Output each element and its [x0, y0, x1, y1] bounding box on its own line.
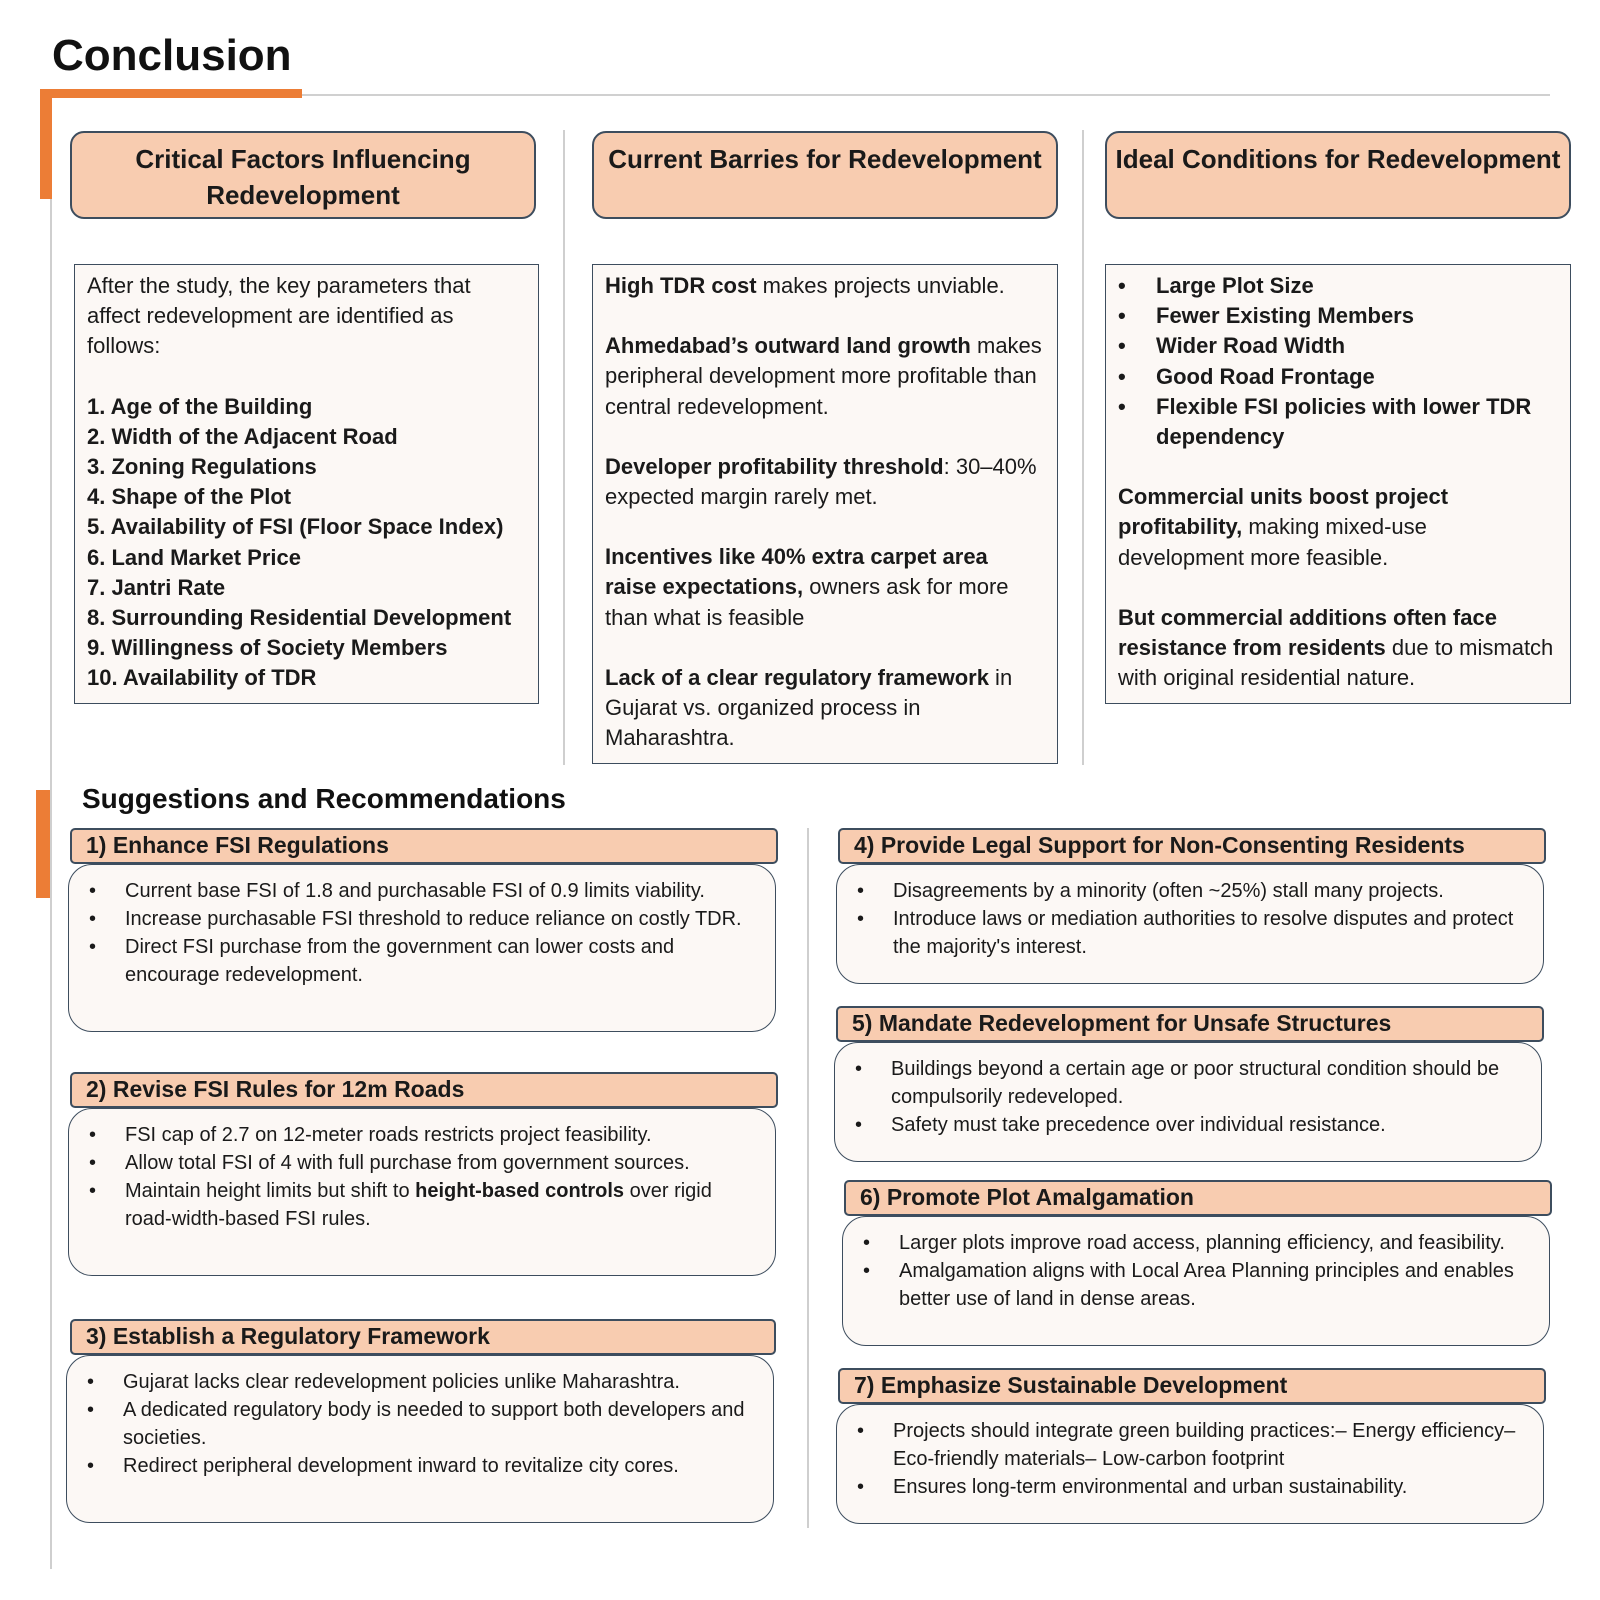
suggestion-bullet: • FSI cap of 2.7 on 12-meter roads restricts project feasibility. [89, 1121, 757, 1149]
column-divider [807, 828, 809, 1528]
critical-factors-header: Critical Factors Influencing Redevelopment [70, 131, 536, 219]
ideal-conditions-header: Ideal Conditions for Redevelopment [1105, 131, 1571, 219]
critical-factors-intro: After the study, the key parameters that affect redevelopment are identified as follows: [87, 273, 471, 359]
column-divider [1082, 130, 1084, 765]
ideal-paragraph: But commercial additions often face resistance from residents due to mismatch with original residential nature. [1118, 604, 1554, 691]
ideal-item: • Flexible FSI policies with lower TDR dependency [1118, 392, 1558, 452]
accent-bar-vertical-bottom [36, 790, 50, 898]
suggestion-bullet: • Current base FSI of 1.8 and purchasable FSI of 0.9 limits viability. [89, 877, 757, 905]
barriers-box [592, 264, 1058, 764]
suggestion-2-title: 2) Revise FSI Rules for 12m Roads [70, 1072, 778, 1108]
suggestion-bullet: • Redirect peripheral development inward to revitalize city cores. [87, 1452, 755, 1480]
factor-item: 4. Shape of the Plot [87, 484, 292, 510]
factor-item: 9. Willingness of Society Members [87, 635, 448, 661]
suggestion-bullet: • Introduce laws or mediation authorities to resolve disputes and protect the majority's interest. [857, 905, 1525, 961]
suggestion-bullet: • Larger plots improve road access, planning efficiency, and feasibility. [863, 1229, 1531, 1257]
suggestion-1-box [68, 864, 776, 1032]
accent-bar-horizontal [40, 89, 302, 98]
suggestion-bullet: • Buildings beyond a certain age or poor structural condition should be compulsorily redeveloped. [855, 1055, 1523, 1111]
suggestion-7-list [857, 1417, 1525, 1501]
suggestion-3-box [66, 1355, 774, 1523]
suggestion-5-box [834, 1042, 1542, 1162]
barrier-item: Incentives like 40% extra carpet area raise expectations, owners ask for more than what is feasible [605, 544, 1009, 630]
spacer [605, 422, 1045, 452]
spacer [1118, 573, 1558, 603]
suggestion-1-title: 1) Enhance FSI Regulations [70, 828, 778, 864]
factor-item: 5. Availability of FSI (Floor Space Index) [87, 514, 504, 540]
factor-item: 10. Availability of TDR [87, 665, 317, 691]
critical-factors-box [74, 264, 539, 704]
suggestion-bullet: • Maintain height limits but shift to height-based controls over rigid road-width-based FSI rules. [89, 1177, 757, 1233]
suggestion-bullet: • Amalgamation aligns with Local Area Planning principles and enables better use of land in dense areas. [863, 1257, 1531, 1313]
suggestion-bullet: • Direct FSI purchase from the government can lower costs and encourage redevelopment. [89, 933, 757, 989]
suggestion-4-list [857, 877, 1525, 961]
suggestion-7-title: 7) Emphasize Sustainable Development [838, 1368, 1546, 1404]
suggestion-2-list [89, 1121, 757, 1233]
suggestion-6-box [842, 1216, 1550, 1346]
critical-factors-list [87, 392, 526, 694]
suggestion-5-list [855, 1055, 1523, 1139]
suggestion-4-title: 4) Provide Legal Support for Non-Consenting Residents [838, 828, 1546, 864]
suggestion-bullet: • Gujarat lacks clear redevelopment policies unlike Maharashtra. [87, 1368, 755, 1396]
suggestion-7-box [836, 1404, 1544, 1524]
accent-bar-vertical-top [40, 89, 52, 199]
spacer [1118, 452, 1558, 482]
factor-item: 3. Zoning Regulations [87, 454, 317, 480]
ideal-item: • Large Plot Size [1118, 271, 1558, 301]
suggestion-1-list [89, 877, 757, 989]
ideal-item: • Fewer Existing Members [1118, 301, 1558, 331]
ideal-conditions-box [1105, 264, 1571, 704]
factor-item: 8. Surrounding Residential Development [87, 605, 512, 631]
suggestion-6-list [863, 1229, 1531, 1313]
factor-item: 6. Land Market Price [87, 544, 301, 570]
suggestion-5-title: 5) Mandate Redevelopment for Unsafe Structures [836, 1006, 1544, 1042]
factor-item: 1. Age of the Building [87, 393, 313, 419]
suggestion-bullet: • Ensures long-term environmental and urban sustainability. [857, 1473, 1525, 1501]
suggestion-3-title: 3) Establish a Regulatory Framework [70, 1319, 776, 1355]
suggestion-bullet: • Projects should integrate green building practices:– Energy efficiency– Eco-friendly materials– Low-carbon footprint [857, 1417, 1525, 1473]
page-title: Conclusion [52, 31, 292, 80]
column-divider [563, 130, 565, 765]
spacer [605, 633, 1045, 663]
suggestion-bullet: • Allow total FSI of 4 with full purchase from government sources. [89, 1149, 757, 1177]
suggestions-heading: Suggestions and Recommendations [82, 783, 566, 814]
factor-item: 2. Width of the Adjacent Road [87, 423, 398, 449]
suggestion-bullet: • Increase purchasable FSI threshold to reduce reliance on costly TDR. [89, 905, 757, 933]
barrier-item: Developer profitability threshold: 30–40% expected margin rarely met. [605, 453, 1037, 510]
barrier-item: Ahmedabad’s outward land growth makes peripheral development more profitable than central redevelopment. [605, 333, 1042, 419]
factor-item: 7. Jantri Rate [87, 574, 226, 600]
ideal-item: • Good Road Frontage [1118, 362, 1558, 392]
suggestion-bullet: • Safety must take precedence over individual resistance. [855, 1111, 1523, 1139]
spacer [605, 301, 1045, 331]
suggestion-6-title: 6) Promote Plot Amalgamation [844, 1180, 1552, 1216]
barrier-item: High TDR cost makes projects unviable. [605, 273, 1005, 298]
barriers-header: Current Barries for Redevelopment [592, 131, 1058, 219]
spacer [87, 362, 526, 392]
ideal-paragraph: Commercial units boost project profitability, making mixed-use development more feasible. [1118, 484, 1449, 570]
barrier-item: Lack of a clear regulatory framework in Gujarat vs. organized process in Maharashtra. [605, 664, 1013, 751]
suggestion-bullet: • A dedicated regulatory body is needed to support both developers and societies. [87, 1396, 755, 1452]
left-margin-rule [50, 199, 52, 1569]
ideal-conditions-list [1118, 271, 1558, 452]
suggestion-3-list [87, 1368, 755, 1480]
suggestion-bullet: • Disagreements by a minority (often ~25%) stall many projects. [857, 877, 1525, 905]
spacer [605, 512, 1045, 542]
ideal-item: • Wider Road Width [1118, 331, 1558, 361]
suggestion-2-box [68, 1108, 776, 1276]
suggestion-4-box [836, 864, 1544, 984]
title-underline [300, 94, 1550, 96]
